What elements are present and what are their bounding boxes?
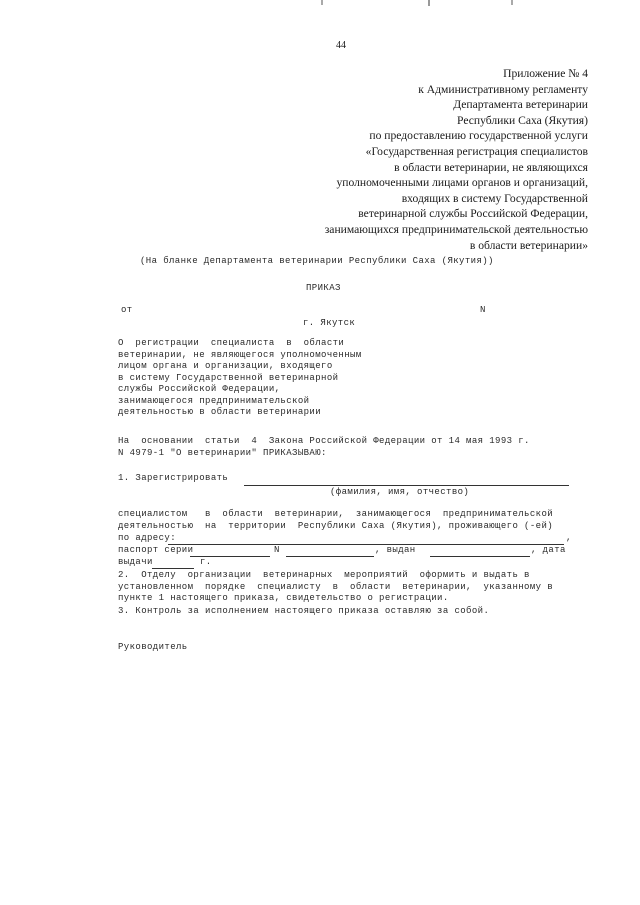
- city-label: г. Якутск: [303, 318, 356, 328]
- passport-number-field[interactable]: [286, 547, 374, 557]
- appendix-line: ветеринарной службы Российской Федерации,: [358, 207, 588, 221]
- scan-artifact: [0, 0, 640, 8]
- appendix-line: по предоставлению государственной услуги: [369, 129, 588, 143]
- appendix-line: входящих в систему Государственной: [401, 191, 588, 205]
- passport-number-label: N: [274, 545, 280, 555]
- appendix-line: в области ветеринарии»: [469, 238, 588, 252]
- subject-line: О регистрации специалиста в области: [118, 338, 345, 348]
- appendix-line: уполномоченными лицами органов и организаций,: [336, 176, 588, 190]
- body-line: деятельностью на территории Республики Саха (Якутия), проживающего (-ей): [118, 520, 554, 531]
- preamble: [118, 436, 530, 459]
- subject-line: ветеринарии, не являющегося уполномоченным: [118, 349, 362, 360]
- passport-series-field[interactable]: [190, 547, 270, 557]
- item1-label: 1. Зарегистрировать: [118, 473, 229, 483]
- date-label: от: [121, 305, 133, 315]
- appendix-block: [258, 66, 588, 253]
- item2-line: пункте 1 настоящего приказа, свидетельство о регистрации.: [118, 593, 449, 604]
- preamble-line: N 4979-1 "О ветеринарии" ПРИКАЗЫВАЮ:: [118, 447, 327, 458]
- item2: [118, 570, 553, 605]
- fullname-field[interactable]: [244, 476, 569, 486]
- order-title: ПРИКАЗ: [306, 283, 341, 293]
- subject-line: службы Российской Федерации,: [118, 384, 281, 394]
- passport-date-label: , дата: [531, 545, 566, 555]
- signatory-label: Руководитель: [118, 642, 188, 652]
- address-field[interactable]: [168, 535, 564, 545]
- passport-issued-label: , выдан: [375, 545, 416, 555]
- appendix-line: Приложение № 4: [503, 67, 588, 80]
- appendix-line: к Административному регламенту: [418, 82, 588, 96]
- number-label: N: [480, 305, 486, 315]
- body-line: специалистом в области ветеринарии, занимающегося предпринимательской: [118, 509, 554, 519]
- address-label: по адресу:: [118, 533, 177, 543]
- order-subject: [118, 338, 362, 419]
- issue-date-field[interactable]: [152, 559, 194, 569]
- subject-line: деятельностью в области ветеринарии: [118, 407, 322, 417]
- appendix-line: занимающихся предпринимательской деятельностью: [324, 222, 588, 236]
- year-suffix: г.: [200, 557, 212, 567]
- subject-line: занимающегося предпринимательской: [118, 395, 310, 406]
- appendix-line: Республики Саха (Якутия): [457, 113, 588, 127]
- item2-line: установленном порядке специалисту в области ветеринарии, указанному в: [118, 581, 554, 592]
- appendix-line: «Государственная регистрация специалистов: [365, 144, 588, 158]
- item3-line: 3. Контроль за исполнением настоящего приказа оставляю за собой.: [118, 606, 490, 616]
- subject-line: в систему Государственной ветеринарной: [118, 372, 339, 383]
- item1-body: [118, 509, 553, 532]
- preamble-line: На основании статьи 4 Закона Российской Федерации от 14 мая 1993 г.: [118, 436, 530, 446]
- fullname-caption: (фамилия, имя, отчество): [330, 487, 470, 497]
- appendix-line: в области ветеринарии, не являющихся: [394, 160, 588, 174]
- passport-issued-field[interactable]: [430, 547, 530, 557]
- page-number: 44: [336, 40, 346, 51]
- issue-date-label: выдачи: [118, 557, 153, 567]
- appendix-line: Департамента ветеринарии: [453, 98, 588, 112]
- item2-line: 2. Отделу организации ветеринарных мероприятий оформить и выдать в: [118, 570, 530, 580]
- subject-line: лицом органа и организации, входящего: [118, 361, 333, 371]
- letterhead-note: (На бланке Департамента ветеринарии Республики Саха (Якутия)): [140, 256, 494, 266]
- passport-series-label: паспорт серии: [118, 545, 194, 555]
